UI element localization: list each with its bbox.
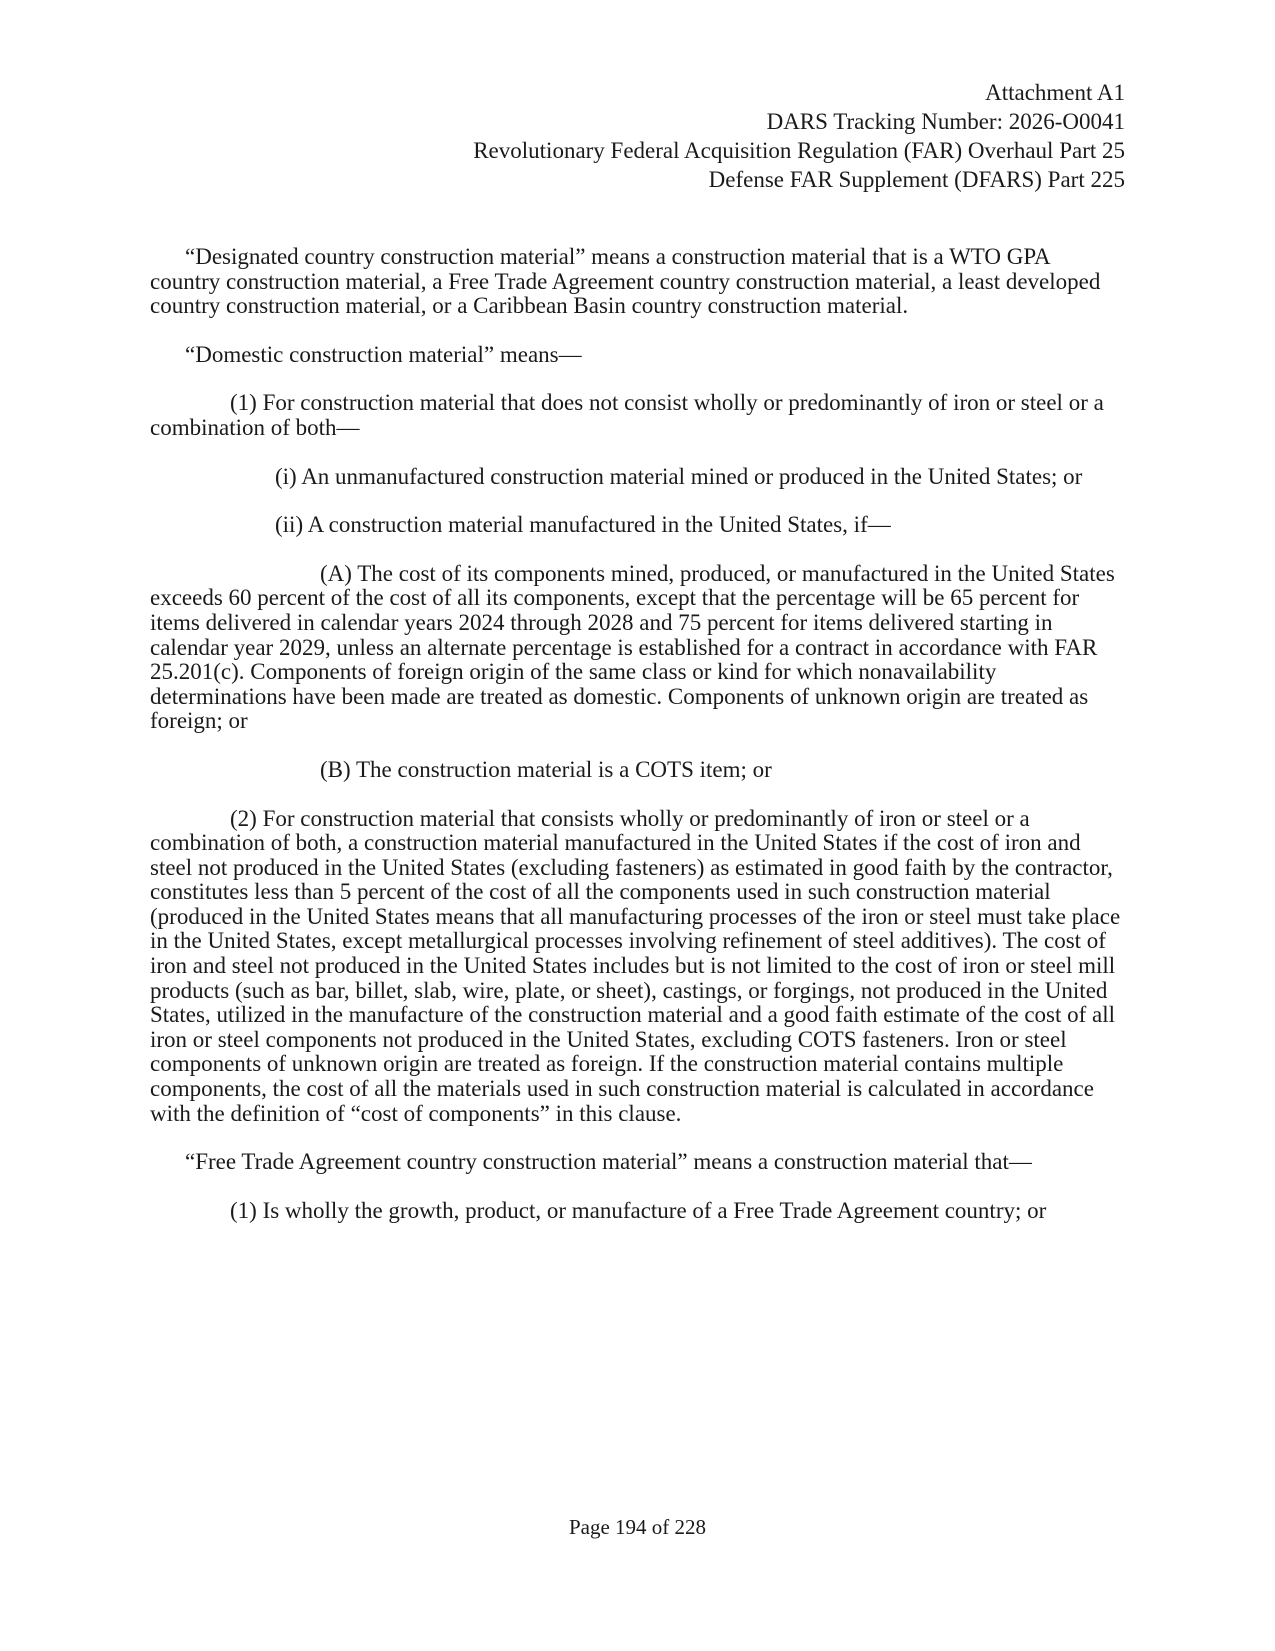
page-number: Page 194 of 228 bbox=[568, 1515, 707, 1539]
subparagraph-2: (2) For construction material that consists wholly or predominantly of iron or steel or a combination of both, a construction material manufactured in the United States if the cost of iron and steel not produced in the United States (excluding fasteners) as estimated in good faith by the contractor, constitutes less than 5 percent of the cost of all the components used in such construction material (produced in the United States means that all manufacturing processes of the iron or steel must take place in the United States, except metallurgical processes involving refinement of steel additives). The cost of iron and steel not produced in the United States includes but is not limited to the cost of iron or steel mill products (such as bar, billet, slab, wire, plate, or sheet), castings, or forgings, not produced in the United States, utilized in the manufacture of the construction material and a good faith estimate of the cost of all iron or steel components not produced in the United States, excluding COTS fasteners. Iron or steel components of unknown origin are treated as foreign. If the construction material contains multiple components, the cost of all the materials used in such construction material is calculated in accordance with the definition of “cost of components” in this clause. bbox=[150, 805, 1121, 1126]
header-dfars-part: Defense FAR Supplement (DFARS) Part 225 bbox=[708, 167, 1125, 192]
fta-subparagraph-1: (1) Is wholly the growth, product, or manufacture of a Free Trade Agreement country; or bbox=[230, 1197, 1047, 1223]
header-far-part: Revolutionary Federal Acquisition Regulation (FAR) Overhaul Part 25 bbox=[473, 138, 1125, 163]
header-tracking-number: DARS Tracking Number: 2026-O0041 bbox=[766, 109, 1125, 134]
subparagraph-1-i: (i) An unmanufactured construction material mined or produced in the United States; or bbox=[275, 463, 1083, 489]
subparagraph-1-ii-a: (A) The cost of its components mined, produced, or manufactured in the United States exceeds 60 percent of the cost of all its components, except that the percentage will be 65 percent for items delivered in calendar years 2024 through 2028 and 75 percent for items delivered starting in calendar year 2029, unless an alternate percentage is established for a contract in accordance with FAR 25.201(c). Components of foreign origin of the same class or kind for which nonavailability determinations have been made are treated as domestic. Components of unknown origin are treated as foreign; or bbox=[150, 560, 1115, 734]
subparagraph-1: (1) For construction material that does not consist wholly or predominantly of iron or steel or a combination of both— bbox=[150, 390, 1104, 440]
definition-fta-country-construction-material: “Free Trade Agreement country construction material” means a construction material that— bbox=[185, 1149, 1032, 1175]
header-attachment: Attachment A1 bbox=[985, 80, 1125, 105]
subparagraph-1-ii: (ii) A construction material manufactured in the United States, if— bbox=[275, 512, 891, 538]
definition-domestic-construction-material: “Domestic construction material” means— bbox=[185, 341, 582, 367]
subparagraph-1-ii-b: (B) The construction material is a COTS item; or bbox=[320, 756, 772, 782]
document-body bbox=[150, 245, 1125, 1247]
definition-designated-country: “Designated country construction material” means a construction material that is a WTO GPA country construction material, a Free Trade Agreement country construction material, a least developed country construction material, or a Caribbean Basin country construction material. bbox=[150, 244, 1101, 319]
page-header bbox=[145, 78, 1125, 194]
